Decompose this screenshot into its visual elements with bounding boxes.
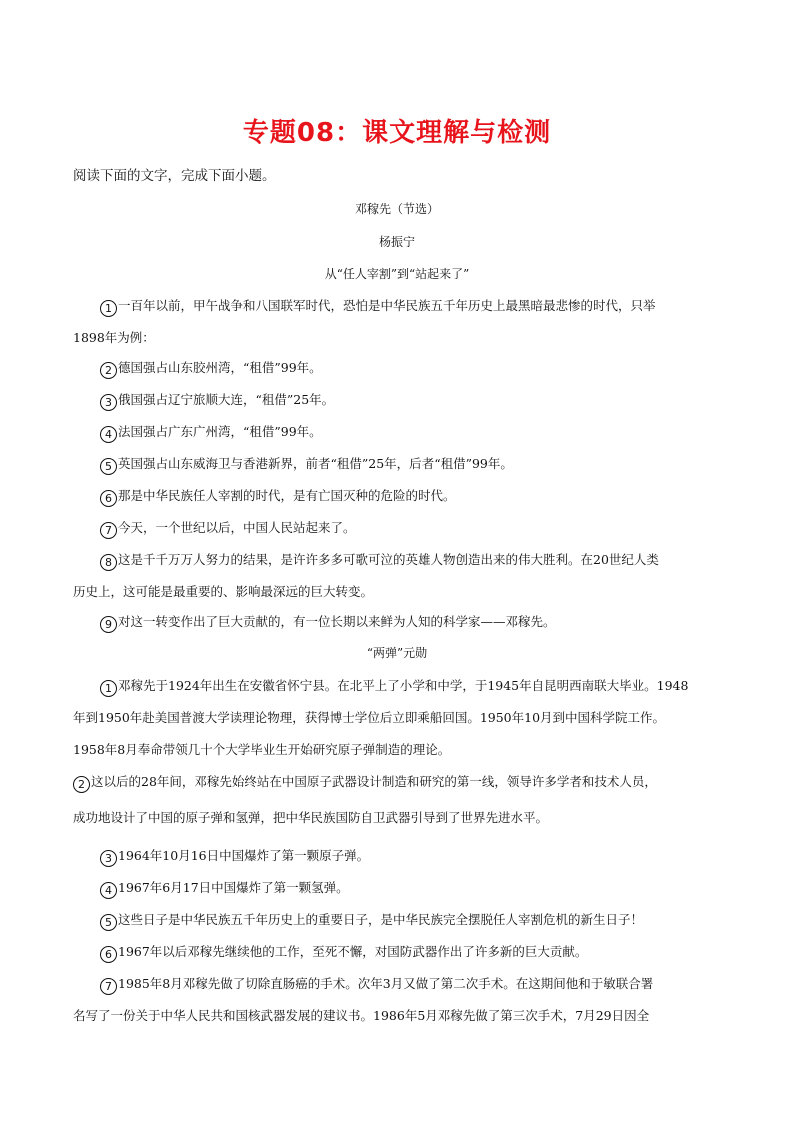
- paragraph-s2-1: 1 邓稼先于1924年出生在安徽省怀宁县。在北平上了小学和中学，于1945年自昆明西南联大毕业。1948: [100, 676, 755, 697]
- paragraph-s1-1-cont: 1898年为例：: [73, 330, 155, 345]
- paragraph-s2-3: 3 1964年10月16日中国爆炸了第一颗原子弹。: [100, 846, 755, 867]
- paragraph-s1-6: 6 那是中华民族任人宰割的时代，是有亡国灭种的危险的时代。: [100, 486, 755, 507]
- paragraph-s2-1-cont: 年到1950年赴美国普渡大学读理论物理，获得博士学位后立即乘船回国。1950年10月到中国科学院工作。: [73, 710, 666, 725]
- paragraph-s2-7: 7 1985年8月邓稼先做了切除直肠癌的手术。次年3月又做了第二次手术。在这期间他和于敏联合署: [100, 974, 755, 995]
- paragraph-number: 2: [73, 776, 90, 793]
- paragraph-s2-6: 6 1967年以后邓稼先继续他的工作，至死不懈，对国防武器作出了许多新的巨大贡献。: [100, 942, 755, 963]
- article-title: 邓稼先（节选）: [354, 202, 439, 216]
- paragraph-number: 6: [100, 490, 117, 507]
- paragraph-s2-2: 2 这以后的28年间，邓稼先始终站在中国原子武器设计制造和研究的第一线，领导许多学者和技术人员，: [73, 772, 728, 793]
- paragraph-s2-1-cont2: 1958年8月奉命带领几十个大学毕业生开始研究原子弹制造的理论。: [73, 742, 451, 757]
- paragraph-number: 4: [100, 426, 117, 443]
- paragraph-number: 5: [100, 458, 117, 475]
- article-author: 杨振宁: [378, 235, 415, 249]
- section-heading-2: “两弹”元勋: [366, 646, 428, 660]
- paragraph-s1-9: 9 对这一转变作出了巨大贡献的，有一位长期以来鲜为人知的科学家——邓稼先。: [100, 612, 755, 633]
- paragraph-number: 3: [100, 394, 117, 411]
- paragraph-s1-8-cont: 历史上，这可能是最重要的、影响最深远的巨大转变。: [73, 584, 374, 599]
- paragraph-number: 7: [100, 522, 117, 539]
- paragraph-s1-4: 4 法国强占广东广州湾，“租借”99年。: [100, 422, 755, 443]
- paragraph-s1-1: 1 一百年以前，甲午战争和八国联军时代，恐怕是中华民族五千年历史上最黑暗最悲惨的时代，只举: [100, 296, 755, 317]
- paragraph-s1-3: 3 俄国强占辽宁旅顺大连，“租借”25年。: [100, 390, 755, 411]
- paragraph-s2-7-cont: 名写了一份关于中华人民共和国核武器发展的建议书。1986年5月邓稼先做了第三次手术，7月29日因全: [73, 1008, 650, 1023]
- paragraph-s1-7: 7 今天，一个世纪以后，中国人民站起来了。: [100, 518, 755, 539]
- paragraph-s1-8: 8 这是千千万万人努力的结果，是许许多多可歌可泣的英雄人物创造出来的伟大胜利。在20世纪人类: [100, 550, 755, 571]
- paragraph-number: 6: [100, 946, 117, 963]
- paragraph-number: 2: [100, 362, 117, 379]
- paragraph-number: 1: [100, 300, 117, 317]
- paragraph-number: 5: [100, 914, 117, 931]
- paragraph-s2-2-cont: 成功地设计了中国的原子弹和氢弹，把中华民族国防自卫武器引导到了世界先进水平。: [73, 810, 549, 825]
- instruction-text: 阅读下面的文字，完成下面小题。: [73, 168, 276, 184]
- paragraph-number: 9: [100, 616, 117, 633]
- paragraph-number: 8: [100, 554, 117, 571]
- paragraph-s2-5: 5 这些日子是中华民族五千年历史上的重要日子，是中华民族完全摆脱任人宰割危机的新生日子！: [100, 910, 755, 931]
- paragraph-number: 3: [100, 850, 117, 867]
- paragraph-number: 4: [100, 882, 117, 899]
- paragraph-s2-4: 4 1967年6月17日中国爆炸了第一颗氢弹。: [100, 878, 755, 899]
- paragraph-number: 1: [100, 680, 117, 697]
- paragraph-s1-2: 2 德国强占山东胶州湾，“租借”99年。: [100, 358, 755, 379]
- paragraph-s1-5: 5 英国强占山东威海卫与香港新界，前者“租借”25年，后者“租借”99年。: [100, 454, 755, 475]
- page-title: 专题08：课文理解与检测: [242, 118, 552, 148]
- section-heading-1: 从“任人宰割”到“站起来了”: [324, 267, 470, 281]
- paragraph-number: 7: [100, 978, 117, 995]
